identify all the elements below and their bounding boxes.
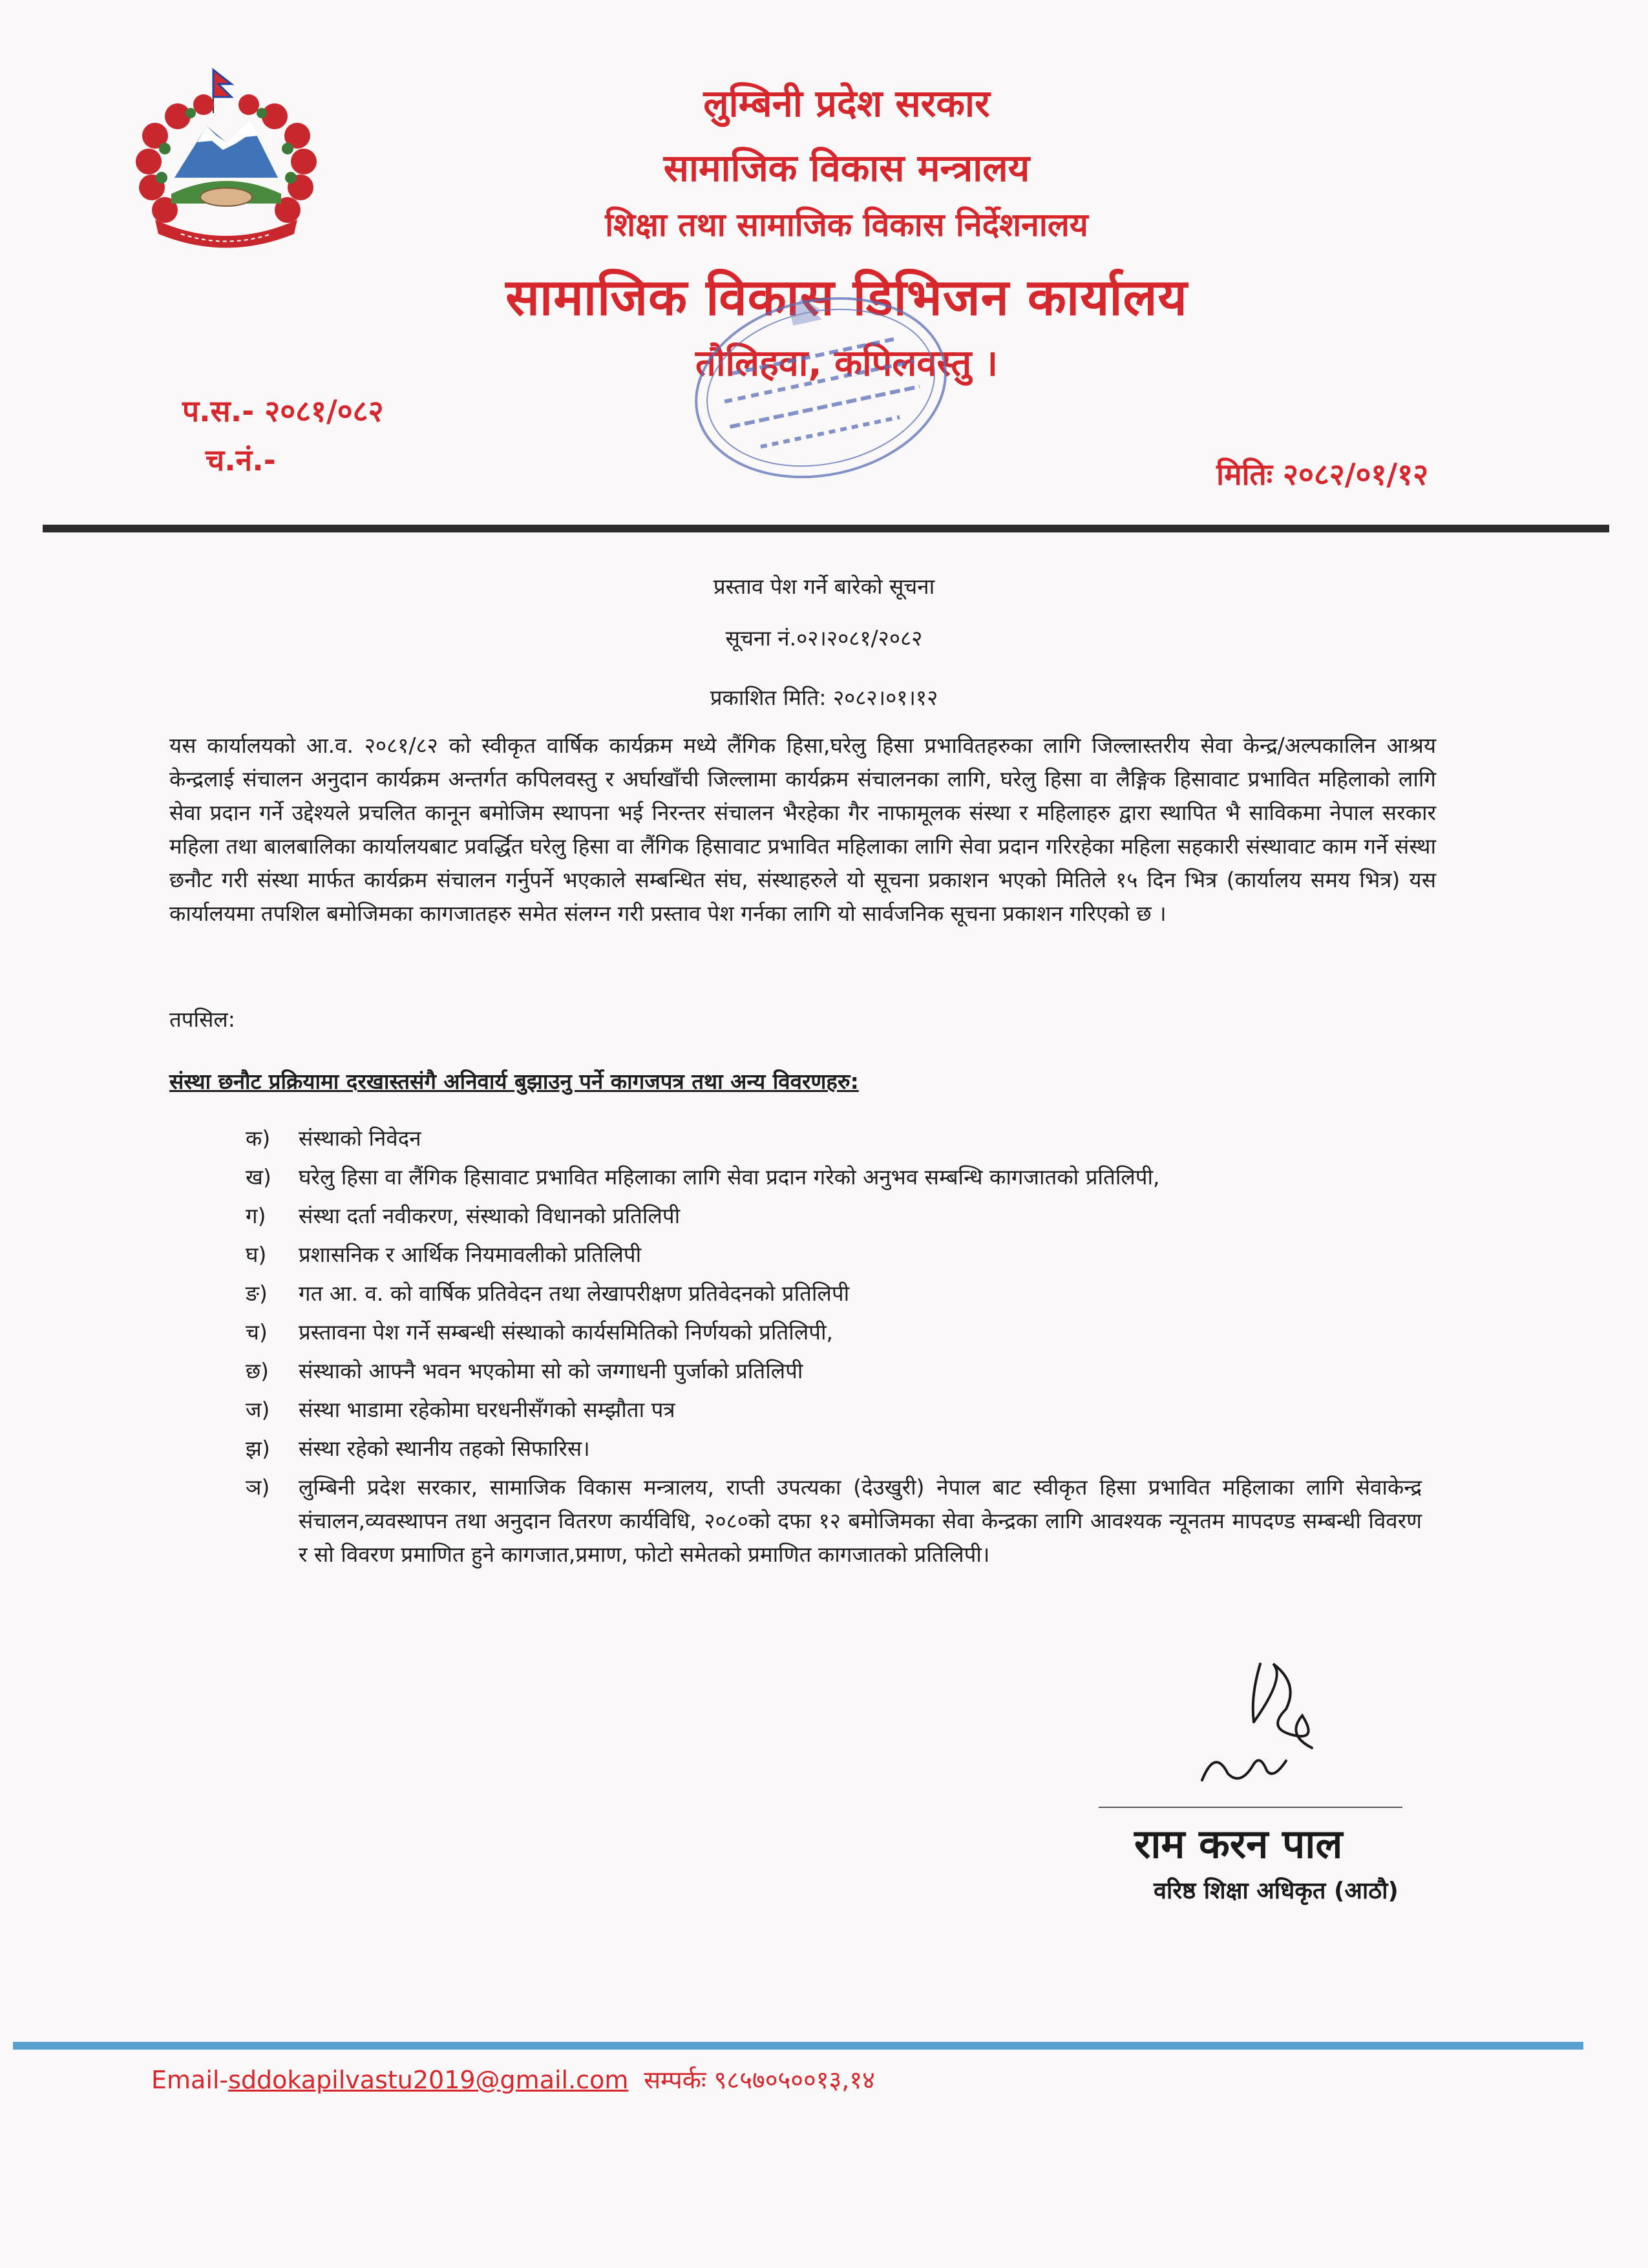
list-text: प्रस्तावना पेश गर्ने सम्बन्धी संस्थाको कार्यसमितिको निर्णयको प्रतिलिपी, xyxy=(299,1319,834,1345)
signature-line xyxy=(1099,1807,1402,1808)
list-marker: छ) xyxy=(246,1358,269,1383)
list-item xyxy=(246,1277,1422,1310)
list-item xyxy=(246,1238,1422,1272)
list-text: संस्थाको निवेदन xyxy=(299,1126,421,1151)
list-item xyxy=(246,1471,1422,1571)
list-text: लुम्बिनी प्रदेश सरकार, सामाजिक विकास मन्त्रालय, राप्ती उपत्यका (देउखुरी) नेपाल बाट स्वीकृत हिसा प्रभावित महिलाका लागि सेवाकेन्द्र संचालन,व्यवस्थापन तथा अनुदान वितरण कार्यविधि, २०८०को दफा १२ बमोजिमका सेवा केन्द्रका लागि आवश्यक न्यूनतम मापदण्ड सम्बन्धी विवरण र सो विवरण प्रमाणित हुने कागजात,प्रमाण, फोटो समेतको प्रमाणित कागजातको प्रतिलिपी। xyxy=(299,1475,1422,1567)
list-marker: ज) xyxy=(246,1397,270,1422)
list-marker: ग) xyxy=(246,1203,266,1228)
office-stamp-icon xyxy=(679,284,963,491)
published-date: प्रकाशित मिति: २०८२।०१।१२ xyxy=(710,685,938,710)
letter-reference-number: प.स.- २०८१/०८२ xyxy=(182,394,384,428)
list-text: घरेलु हिसा वा लैंगिक हिसावाट प्रभावित महिलाका लागि सेवा प्रदान गरेको अनुभव सम्बन्धि कागजातको प्रतिलिपी, xyxy=(299,1164,1160,1190)
list-text: संस्थाको आफ्नै भवन भएकोमा सो को जग्गाधनी पुर्जाको प्रतिलिपी xyxy=(299,1358,803,1383)
list-marker: ङ) xyxy=(246,1281,268,1306)
signature-icon xyxy=(1189,1651,1357,1800)
list-marker: ख) xyxy=(246,1164,271,1190)
footer-divider xyxy=(13,2042,1583,2050)
list-marker: झ) xyxy=(246,1436,270,1461)
list-item xyxy=(246,1122,1422,1155)
list-item xyxy=(246,1354,1422,1388)
list-text: संस्था भाडामा रहेकोमा घरधनीसँगको सम्झौता पत्र xyxy=(299,1397,675,1422)
nepal-emblem-icon xyxy=(116,65,336,258)
notice-title: प्रस्ताव पेश गर्ने बारेको सूचना xyxy=(713,574,935,599)
list-marker: च) xyxy=(246,1319,268,1345)
list-text: प्रशासनिक र आर्थिक नियमावलीको प्रतिलिपी xyxy=(299,1242,642,1267)
email-label: Email- xyxy=(151,2066,229,2094)
footer-contact xyxy=(151,2063,875,2096)
list-item xyxy=(246,1316,1422,1349)
list-marker: क) xyxy=(246,1126,271,1151)
list-item xyxy=(246,1432,1422,1465)
phone-number: सम्पर्कः ९८५७०५००१३,१४ xyxy=(644,2066,875,2094)
list-item xyxy=(246,1393,1422,1427)
notice-body: यस कार्यालयको आ.व. २०८१/८२ को स्वीकृत वार्षिक कार्यक्रम मध्ये लैंगिक हिसा,घरेलु हिसा प्रभावितहरुका लागि जिल्लास्तरीय सेवा केन्द्र/अल्पकालिन आश्रय केन्द्रलाई संचालन अनुदान कार्यक्रम अन्तर्गत कपिलवस्तु र अर्घाखाँची जिल्लामा कार्यक्रम संचालनका लागि, घरेलु हिसा वा लैङ्गिक हिसावाट प्रभावित महिलाको लागि सेवा प्रदान गर्ने उद्देश्यले प्रचलित कानून बमोजिम स्थापना भई निरन्तर संचालन भैरहेका गैर नाफामूलक संस्था र महिलाहरु द्वारा स्थापित भै साविकमा नेपाल सरकार महिला तथा बालबालिका कार्यालयबाट प्रवर्द्धित घरेलु हिसा वा लैंगिक हिसावाट प्रभावित महिलाका लागि सेवा प्रदान गरिरहेका महिला सहकारी संस्थावाट काम गर्ने संस्था छनौट गरी संस्था मार्फत कार्यक्रम संचालन गर्नुपर्ने भएकाले सम्बन्धित संघ, संस्थाहरुले यो सूचना प्रकाशन भएको मितिले १५ दिन भित्र (कार्यालय समय भित्र) यस कार्यालयमा तपशिल बमोजिमका कागजातहरु समेत संलग्न गरी प्रस्ताव पेश गर्नका लागि यो सार्वजनिक सूचना प्रकाशन गरिएको छ । xyxy=(169,733,1436,926)
list-marker: ञ) xyxy=(246,1475,270,1500)
letter-date: मितिः २०८२/०१/१२ xyxy=(1216,457,1428,492)
notice-number: सूचना नं.०२।२०८१/२०८२ xyxy=(725,625,923,651)
header-divider xyxy=(43,525,1609,532)
government-name: लुम्बिनी प्रदेश सरकार xyxy=(703,81,990,125)
list-marker: घ) xyxy=(246,1242,267,1267)
dispatch-number: च.नं.- xyxy=(206,443,276,478)
directorate-name: शिक्षा तथा सामाजिक विकास निर्देशनालय xyxy=(605,206,1088,244)
list-text: गत आ. व. को वार्षिक प्रतिवेदन तथा लेखापरीक्षण प्रतिवेदनको प्रतिलिपी xyxy=(299,1281,850,1306)
details-label: तपसिल: xyxy=(169,1007,235,1032)
required-documents-list xyxy=(246,1122,1422,1577)
required-documents-heading: संस्था छनौट प्रक्रियामा दरखास्तसंगै अनिवार्य बुझाउनु पर्ने कागजपत्र तथा अन्य विवरणहरु: xyxy=(169,1069,859,1094)
office-address: तौलिहवा, कपिलवस्तु । xyxy=(695,342,998,384)
signatory-name: राम करन पाल xyxy=(1134,1820,1343,1867)
list-item xyxy=(246,1160,1422,1194)
list-text: संस्था दर्ता नवीकरण, संस्थाको विधानको प्रतिलिपी xyxy=(299,1203,681,1228)
ministry-name: सामाजिक विकास मन्त्रालय xyxy=(663,146,1030,190)
email-link[interactable]: sddokapilvastu2019@gmail.com xyxy=(228,2066,629,2094)
office-name: सामाजिक विकास डिभिजन कार्यालय xyxy=(505,269,1188,327)
signatory-title: वरिष्ठ शिक्षा अधिकृत (आठौ) xyxy=(1154,1878,1399,1904)
list-text: संस्था रहेको स्थानीय तहको सिफारिस। xyxy=(299,1436,590,1461)
list-item xyxy=(246,1199,1422,1233)
